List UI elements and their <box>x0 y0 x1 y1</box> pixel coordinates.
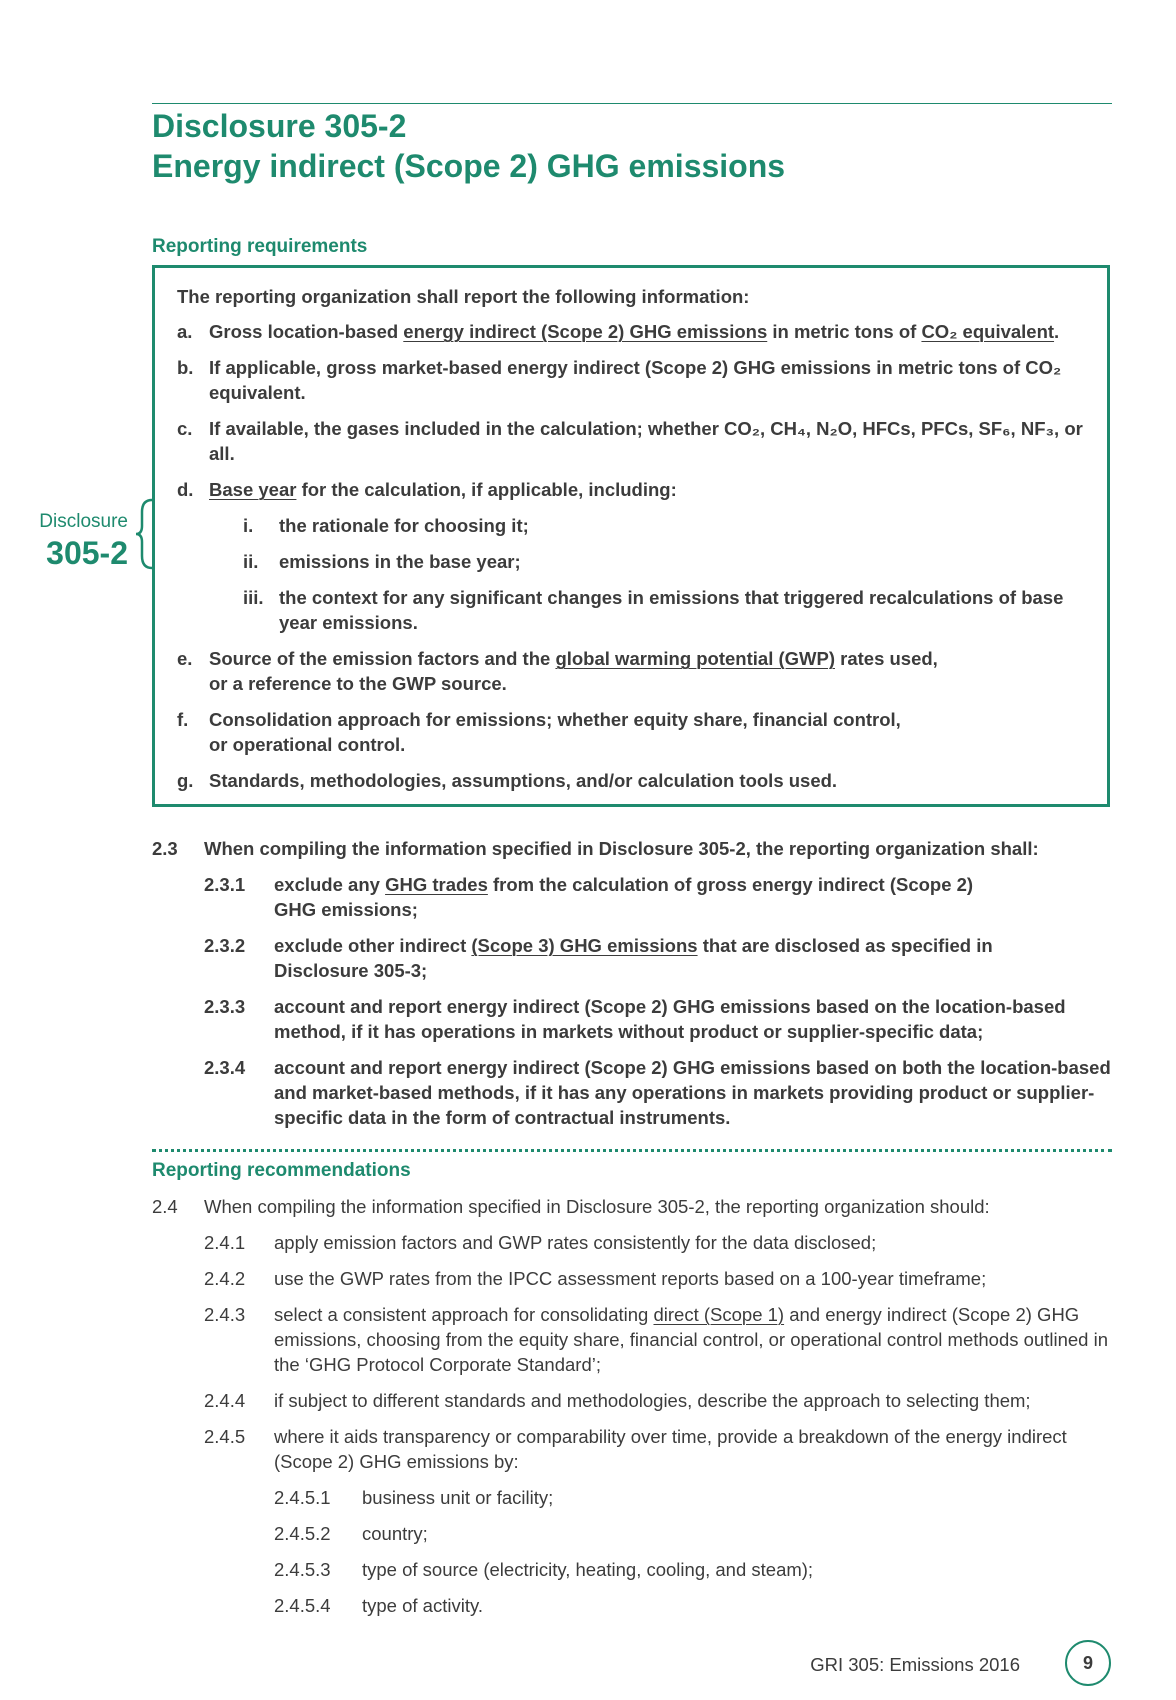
reporting-requirements-heading: Reporting requirements <box>152 236 368 257</box>
clause-2-4-2: 2.4.2 use the GWP rates from the IPCC assessment reports based on a 100-year timeframe; <box>204 1268 987 1289</box>
section-2-3 <box>152 836 1112 1141</box>
page-number: 9 <box>1065 1640 1111 1686</box>
brace-icon <box>134 498 154 570</box>
clause-2-3-3: 2.3.3 account and report energy indirect (Scope 2) GHG emissions based on the location-based method, if it has operations in markets without product or supplier-specific data; <box>204 996 1066 1042</box>
requirement-item-g: g. Standards, methodologies, assumptions, and/or calculation tools used. <box>177 770 838 791</box>
requirement-subitem: i. the rationale for choosing it; <box>243 515 529 536</box>
requirement-subitem: ii. emissions in the base year; <box>243 551 521 572</box>
disclosure-title: Disclosure 305-2 <box>152 108 407 144</box>
link-scope-3-emissions[interactable]: (Scope 3) GHG emissions <box>471 935 698 956</box>
requirement-item-b: b. If applicable, gross market-based energy indirect (Scope 2) GHG emissions in metric tons of CO₂ equivalent. <box>177 357 1062 403</box>
footer-title: GRI 305: Emissions 2016 <box>810 1654 1020 1675</box>
clause-2-4-3: 2.4.3 select a consistent approach for consolidating direct (Scope 1) and energy indirect (Scope 2) GHG emissions, choosing from the equity share, financial control, or operational control methods outlined in the ‘GHG Protocol Corporate Standard’; <box>204 1304 1108 1375</box>
dotted-divider <box>152 1149 1112 1152</box>
clause-2-4-4: 2.4.4 if subject to different standards and methodologies, describe the approach to selecting them; <box>204 1390 1031 1411</box>
clause-2-3-1: 2.3.1 exclude any GHG trades from the calculation of gross energy indirect (Scope 2) GHG emissions; <box>204 874 974 920</box>
clause-2-4-1: 2.4.1 apply emission factors and GWP rates consistently for the data disclosed; <box>204 1232 877 1253</box>
requirements-box <box>152 265 1110 807</box>
link-global-warming-potential[interactable]: global warming potential (GWP) <box>555 648 835 669</box>
clause-2-3-2: 2.3.2 exclude other indirect (Scope 3) GHG emissions that are disclosed as specified in Disclosure 305-3; <box>204 935 993 981</box>
breakdown-item: 2.4.5.1 business unit or facility; <box>274 1487 554 1508</box>
link-ghg-trades[interactable]: GHG trades <box>385 874 488 895</box>
section-2-4 <box>152 1194 1112 1629</box>
link-base-year[interactable]: Base year <box>209 479 297 500</box>
link-energy-indirect-emissions[interactable]: energy indirect (Scope 2) GHG emissions <box>403 321 768 342</box>
clause-2-4-5: 2.4.5 where it aids transparency or comparability over time, provide a breakdown of the energy indirect (Scope 2) GHG emissions by: <box>204 1426 1067 1472</box>
requirement-item-d: d. Base year for the calculation, if applicable, including: <box>177 479 677 500</box>
link-co2-equivalent[interactable]: CO₂ equivalent <box>921 321 1055 342</box>
requirement-item-c: c. If available, the gases included in the calculation; whether CO₂, CH₄, N₂O, HFCs, PFCs, SF₆, NF₃, or all. <box>177 418 1083 464</box>
clause-2-3: 2.3 When compiling the information specified in Disclosure 305-2, the reporting organization shall: <box>152 838 1039 859</box>
breakdown-item: 2.4.5.2 country; <box>274 1523 428 1544</box>
requirement-item-a: a. Gross location-based energy indirect (Scope 2) GHG emissions in metric tons of CO₂ equivalent. <box>177 321 1060 342</box>
side-label-number: 305-2 <box>46 535 128 571</box>
reporting-recommendations-heading: Reporting recommendations <box>152 1160 411 1181</box>
requirement-item-f: f. Consolidation approach for emissions; whether equity share, financial control, or operational control. <box>177 709 901 755</box>
requirement-item-e: e. Source of the emission factors and the global warming potential (GWP) rates used, or a reference to the GWP source. <box>177 648 938 694</box>
side-disclosure-label <box>36 510 128 572</box>
clause-2-3-4: 2.3.4 account and report energy indirect (Scope 2) GHG emissions based on both the location-based and market-based methods, if it has any operations in markets providing product or supplier-specific data in the form of contractual instruments. <box>204 1057 1111 1128</box>
requirements-intro: The reporting organization shall report the following information: <box>177 286 750 307</box>
requirement-subitem: iii. the context for any significant changes in emissions that triggered recalculations of base year emissions. <box>243 587 1064 633</box>
link-direct-scope-1[interactable]: direct (Scope 1) <box>653 1304 785 1325</box>
breakdown-item: 2.4.5.4 type of activity. <box>274 1595 483 1616</box>
breakdown-item: 2.4.5.3 type of source (electricity, heating, cooling, and steam); <box>274 1559 814 1580</box>
disclosure-subtitle: Energy indirect (Scope 2) GHG emissions <box>152 148 786 184</box>
side-label-text: Disclosure <box>39 511 128 532</box>
clause-2-4: 2.4 When compiling the information specified in Disclosure 305-2, the reporting organization should: <box>152 1196 990 1217</box>
